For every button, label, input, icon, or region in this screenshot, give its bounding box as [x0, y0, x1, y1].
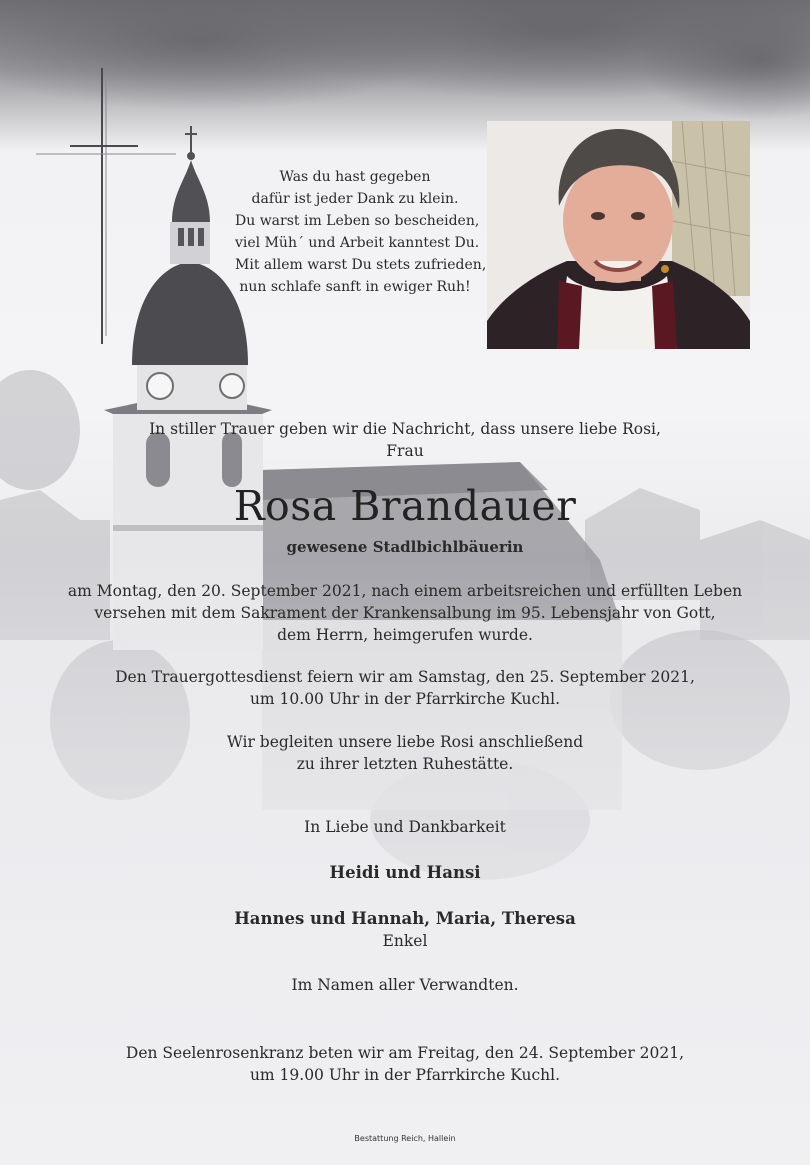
mourner-family-grandchildren: Hannes und Hannah, Maria, Theresa: [234, 909, 576, 928]
cross-icon: [36, 66, 176, 346]
closing-phrase: In Liebe und Dankbarkeit: [304, 818, 506, 836]
poem-line: viel Müh´ und Arbeit kanntest Du.: [235, 235, 480, 251]
mourner-family-children: Heidi und Hansi: [329, 863, 481, 882]
deceased-subtitle: gewesene Stadlbichlbäuerin: [286, 538, 524, 556]
rosary-line: um 19.00 Uhr in der Pfarrkirche Kuchl.: [249, 1066, 561, 1084]
burial-line: Wir begleiten unsere liebe Rosi anschließend: [226, 733, 584, 751]
undertaker-credit: Bestattung Reich, Hallein: [354, 1134, 456, 1143]
mourner-role: Enkel: [382, 932, 428, 950]
memorial-poem: [235, 166, 487, 298]
rosary-line: Den Seelenrosenkranz beten wir am Freitag, den 24. September 2021,: [125, 1044, 685, 1062]
death-notice-line: versehen mit dem Sakrament der Krankensalbung im 95. Lebensjahr von Gott,: [94, 604, 716, 622]
intro-salutation: Frau: [386, 442, 424, 460]
poem-line: dafür ist jeder Dank zu klein.: [251, 191, 459, 207]
relatives-note: Im Namen aller Verwandten.: [291, 976, 519, 994]
poem-line: Du warst im Leben so bescheiden,: [235, 213, 480, 229]
deceased-name: Rosa Brandauer: [233, 482, 577, 530]
intro-line: In stiller Trauer geben wir die Nachricht, dass unsere liebe Rosi,: [149, 420, 661, 438]
burial-line: zu ihrer letzten Ruhestätte.: [296, 755, 514, 773]
poem-line: Mit allem warst Du stets zufrieden,: [235, 257, 487, 273]
death-notice-line: dem Herrn, heimgerufen wurde.: [277, 626, 533, 644]
funeral-line: Den Trauergottesdienst feiern wir am Samstag, den 25. September 2021,: [115, 668, 695, 686]
death-notice-line: am Montag, den 20. September 2021, nach einem arbeitsreichen und erfüllten Leben: [67, 582, 743, 600]
funeral-service: [60, 666, 750, 710]
funeral-line: um 10.00 Uhr in der Pfarrkirche Kuchl.: [249, 690, 561, 708]
burial-info: [60, 731, 750, 775]
poem-line: Was du hast gegeben: [279, 169, 431, 185]
portrait-photo: [487, 121, 750, 349]
poem-line: nun schlafe sanft in ewiger Ruh!: [239, 279, 471, 295]
death-notice: [60, 580, 750, 646]
announcement-intro: [60, 418, 750, 462]
rosary-info: [60, 1042, 750, 1086]
